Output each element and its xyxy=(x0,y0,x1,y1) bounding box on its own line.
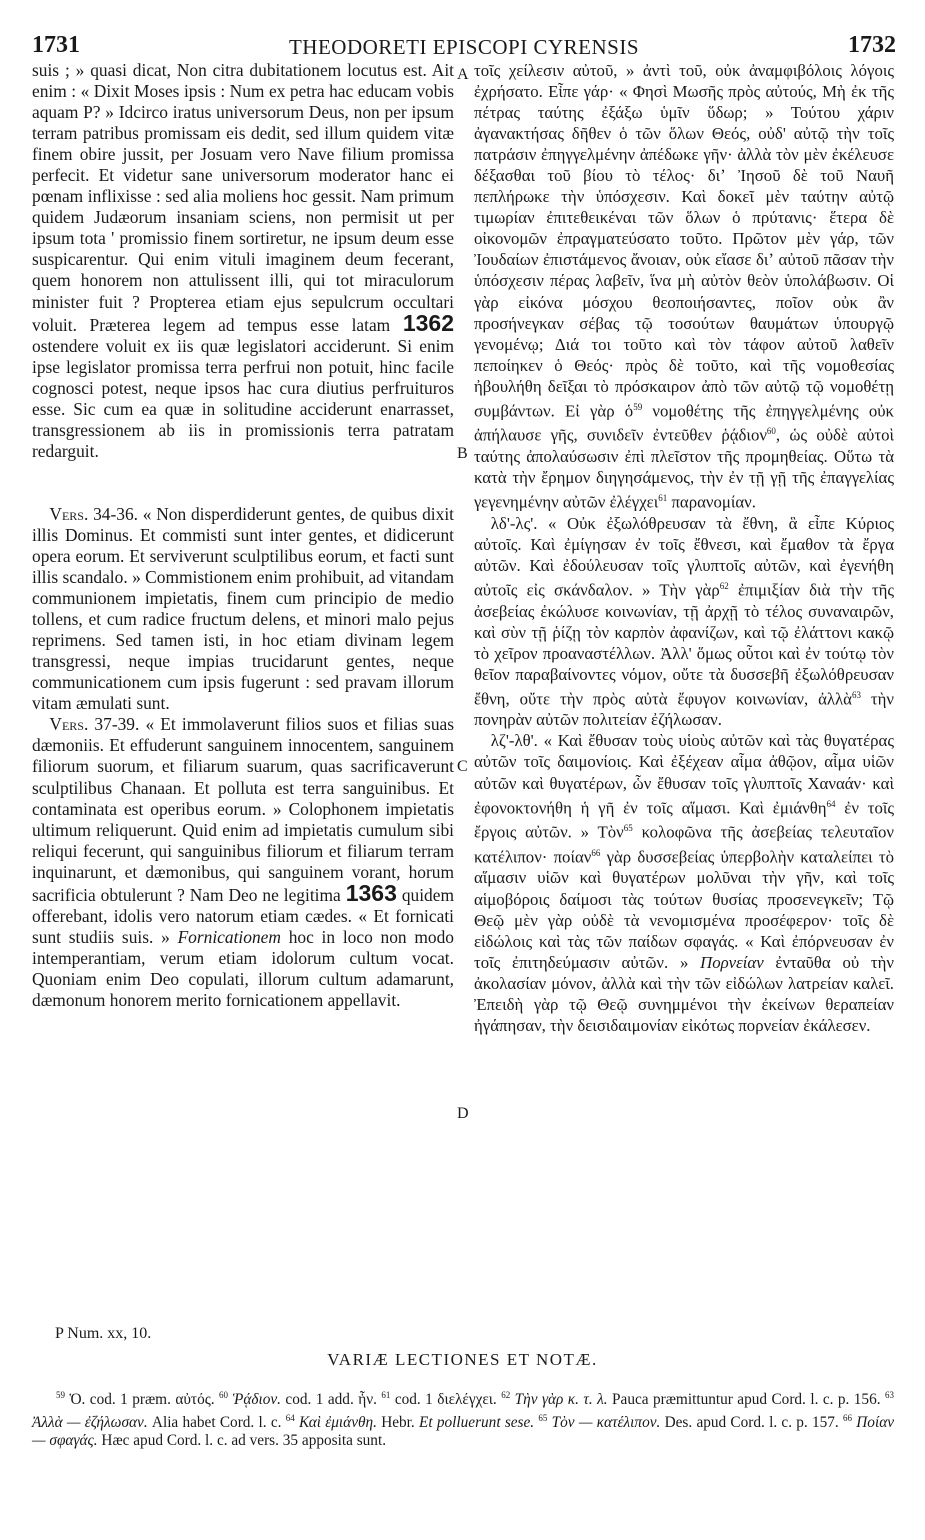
variant-readings-notes xyxy=(32,1386,894,1450)
right-column-number: 1732 xyxy=(848,32,896,58)
page-header xyxy=(32,32,896,62)
left-column-number: 1731 xyxy=(32,32,80,58)
greek-paragraph-1: τοῖς χείλεσιν αὐτοῦ, » ἀντὶ τοῦ, οὐκ ἀναμφιβόλοις λόγοις ἐχρήσατο. Εἶπε γάρ· « Φησὶ Μωσῆς πρὸς αὐτούς, Μὴ ἐκ τῆς πέτρας ταύτης ἐξάξω ὑμῖν ὕδωρ; » Τούτου χάριν ἀγανακτήσας δῆθεν ὁ τῶν ὅλων Θεός, οὐδ' αὐτῷ τὴν τοῖς πατράσιν ἐπηγγελμένην ἀπέδωκε γῆν· ἀλλὰ τὸν μὲν ἐκέλευσε δέξασθαι τοῦ βίου τὸ τέλος· διʼ Ἰησοῦ δὲ τοῦ Ναυῆ πεπλήρωκε τὴν ὑπόσχεσιν. Καὶ δοκεῖ μὲν ταύτην αὐτῷ τιμωρίαν ἐπιτεθεικέναι τῶν ὅλων ὁ πρύτανις· ἕτερα δὲ οἰκονομῶν ἐπραγματεύσατο τοῦτο. Πρῶτον μὲν γάρ, τῶν Ἰουδαίων ἐπιστάμενος ἄνοιαν, οὐκ εἴασε διʼ αὐτοῦ πᾶσαν τὴν ὑπόσχεσιν πέρας λαβεῖν, ἵνα μὴ αὐτὸν θεὸν ὑπολάβωσιν. Οἱ γὰρ εἰκόνα μόσχου θεοποιήσαντες, ποῖον οὐκ ἂν προσήνεγκαν σέβας τῷ τοσούτων θαυμάτων ὑπουργῷ γενομένῳ; Διά τοι τοῦτο καὶ τὸν τάφον αὐτοῦ λαθεῖν πεποίηκεν ὁ Θεός· πρὸς δὲ τοῦτο, καὶ τῆς νομοθεσίας ἠβουλήθη δεῖξαι τὸ πρόσκαιρον ἀπὸ τῶν αὐτῷ τῷ νομοθέτῃ συμβάντων. Εἰ γὰρ ὁ$^{59}$ νομοθέτης τῆς ἐπηγγελμένης οὐκ ἀπήλαυσε γῆς, συνιδεῖν ἐντεῦθεν ῥᾴδιον$^{60}$, ὡς οὐδὲ αὐτοὶ ταύτης ἀπολαύσωσιν ἐπὶ πλεῖστον τῆς προμηθείας. Οὕτω τὰ κατὰ τὴν ἔρημον διηγησάμενος, τὴν ἐν τῇ γῇ τῆς ἐπαγγελίας γεγενημένην αὐτῶν ἐλέγχει$^{61}$ παρανομίαν. xyxy=(474,61,894,512)
verse-label: λδ'-λς'. xyxy=(490,513,538,533)
greek-column xyxy=(474,60,894,1036)
scripture-reference: P Num. xx, 10. xyxy=(55,1325,152,1342)
verse-label: Vers. 34-36. xyxy=(49,503,138,524)
notes-paragraph: $^{59}$ Ὁ. cod. 1 præm. αὐτός. $^{60}$ Ῥᾴδιον. cod. 1 add. ἦν. $^{61}$ cod. 1 διελέγχει. $^{62}$ Τὴν γὰρ κ. τ. λ. Pauca præmittuntur apud Cord. l. c. p. 156. $^{63}$ Ἀλλὰ — ἐζήλωσαν. Alia habet Cord. l. c. $^{64}$ Καὶ ἐμιάνθη. Hebr. Et polluerunt sese. $^{65}$ Τὸν — κατέλιπον. Des. apud Cord. l. c. p. 157. $^{66}$ Ποίαν — σφαγάς. Hæc apud Cord. l. c. ad vers. 35 apposita sunt. xyxy=(32,1390,895,1450)
section-marker-a: A xyxy=(457,66,469,83)
latin-column xyxy=(32,60,454,1011)
column-marker-1362: 1362 xyxy=(402,309,454,336)
notes-heading: VARIÆ LECTIONES ET NOTÆ. xyxy=(327,1350,598,1369)
latin-verse-34-36: Vers. 34-36. « Non disperdiderunt gentes, de quibus dixit illis Dominus. Et commisti sunt inter gentes, et didicerunt opera eorum. Et serviverunt sculptilibus eorum, et facti sunt illis scandalo. » Commistionem enim prohibuit, ad vitandam communionem impietatis, finem cum principio de medio tollens, et cum radice fructum delens, et minori malo pejus reprimens. Sed tamen isti, in hoc etiam divinam legem transgressi, neque impias trucidarunt gentes, neque communicationem cum ipsis fugerunt : sed pravam illorum vitam æmulati sunt. xyxy=(32,503,454,714)
greek-verse-37-39: λζ'-λθ'. « Καὶ ἔθυσαν τοὺς υἱοὺς αὐτῶν καὶ τὰς θυγατέρας αὐτῶν τοῖς δαιμονίοις. Καὶ ἐξέχεαν αἷμα ἀθῷον, αἷμα υἱῶν αὐτῶν καὶ θυγατέρων, ὧν ἔθυσαν τοῖς γλυπτοῖς Χαναάν· καὶ ἐφονοκτονήθη ἡ γῆ ἐν τοῖς αἵμασι. Καὶ ἐμιάνθη$^{64}$ ἐν τοῖς ἔργοις αὐτῶν. » Τὸν$^{65}$ κολοφῶνα τῆς ἀσεβείας τελευταῖον κατέλιπον· ποίαν$^{66}$ γὰρ δυσσεβείας ὑπερβολὴν καταλείπει τὸ αἵμασιν υἱῶν καὶ θυγατέρων μολῦναι τὴν γῆν, καὶ τοῖς αἱμοβόροις δαίμοσι τὰς τούτων θυσίας προσενεγκεῖν; Τῷ Θεῷ μὲν γὰρ οὐδὲ τὰ νενομισμένα προσέφερον· τοῖς δὲ εἰδώλοις καὶ τὰς τῶν παίδων σφαγάς. « Καὶ ἐπόρνευσαν ἐν τοῖς ἐπιτηδεύμασιν αὐτῶν. » Πορνείαν ἐνταῦθα οὐ τὴν ἀκολασίαν μόνον, ἀλλὰ καὶ τὴν τῶν εἰδώλων λατρείαν καλεῖ. Ἐπειδὴ γὰρ τῷ Θεῷ συνημμένοι τὴν ἐκείνων θεραπείαν ἠγάπησαν, τὴν δεισιδαιμονίαν εἰκότως πορνείαν ἐκάλεσεν. xyxy=(474,731,895,1035)
column-marker-1363: 1363 xyxy=(345,879,397,906)
section-marker-d: D xyxy=(457,1105,469,1122)
section-marker-b: B xyxy=(457,445,468,462)
section-marker-c: C xyxy=(457,758,468,775)
greek-verse-34-36: λδ'-λς'. « Οὐκ ἐξωλόθρευσαν τὰ ἔθνη, ἃ εἶπε Κύριος αὐτοῖς. Καὶ ἐμίγησαν ἐν τοῖς ἔθνεσι, καὶ ἔμαθον τὰ ἔργα αὐτῶν. Καὶ ἐδούλευσαν τοῖς γλυπτοῖς αὐτῶν, καὶ ἐγενήθη αὐτοῖς εἰς σκάνδαλον. » Τὴν γὰρ$^{62}$ ἐπιμιξίαν διὰ τὴν τῆς ἀσεβείας ἐκώλυσε κοινωνίαν, τῇ ἀρχῇ τὸ τέλος συναναιρῶν, καὶ σὺν τῇ ῥίζῃ τὸν καρπὸν ἀφανίζων, καὶ τῷ ἐλάττονι κακῷ τὸ χεῖρον προαναστέλλων. Ἀλλ' ὅμως οὗτοι καὶ ἐν τούτῳ τὸν θεῖον παραβαίνοντες νόμον, οὔτε τὰ δυσσεβῆ ἐξωλόθρευσαν ἔθνη, οὔτε τὴν πρὸς αὐτὰ ἔφυγον κοινωνίαν, ἀλλὰ$^{63}$ τὴν πονηρὰν αὐτῶν πολιτείαν ἐζήλωσαν. xyxy=(474,513,894,730)
latin-verse-37-39: Vers. 37-39. « Et immolaverunt filios suos et filias suas dæmoniis. Et effuderunt sanguinem innocentem, sanguinem filiorum suorum, et filiarum suarum, quas sacrificaverunt sculptilibus Chanaan. Et polluta est terra sanguinibus. Et contaminata est operibus eorum. » Colophonem impietatis ultimum reliquerunt. Quid enim ad impietatis cumulum sibi reliqui fecerunt, qui sanguinibus filiorum et filiarum terram inquinarunt, et dæmonibus, qui sanguinem vorant, horum sacrificia obtulerunt ? Nam Deo ne legitima 1363 quidem offerebant, idolis vero natorum etiam cædes. « Et fornicati sunt studiis suis. » Fornicationem hoc in loco non modo intemperantiam, verum etiam idolorum cultum vocat. Quoniam enim Deo copulati, illorum cultum adamarunt, dæmonum honorem merito fornicationem appellavit. xyxy=(32,714,454,1010)
verse-label: Vers. 37-39. xyxy=(49,714,140,735)
latin-paragraph-1: suis ; » quasi dicat, Non citra dubitationem locutus est. Ait enim : « Dixit Moses ipsis : Num ex petra hac educam vobis aquam P? » Idcirco iratus universorum Deus, non per ipsum terram patribus promissam eis dedit, sed illum quidem vitæ finem obire jussit, per Josuam vero Nave filium promissa perfecit. Et videtur sane universorum moderator hanc ei pœnam inflixisse : sed alia moliens hoc gessit. Nam primum quidem Judæorum insaniam sciens, non permisit ut per ipsum tota ' promissio finem sortiretur, ne ipsum deum esse suspicarentur. Qui enim vituli imaginem deum fecerant, quem honorem non attulissent illi, qui tot miraculorum minister fuit ? Propterea etiam ejus sepulcrum occultari voluit. Præterea legem ad tempus esse latam 1362 ostendere voluit ex iis quæ legislatori acciderunt. Si enim ipse legislator promissa terra perfrui non potuit, hinc facile cognosci potest, neque ipsos hac cura diutius perfruituros esse. Sic cum ea quæ in solitudine acciderunt enarrasset, transgressionem ab iis in promissionis terra patratam redarguit. xyxy=(32,60,454,461)
verse-label: λζ'-λθ'. xyxy=(490,731,538,751)
running-title: THEODORETI EPISCOPI CYRENSIS xyxy=(288,35,640,59)
section-gap xyxy=(32,462,454,504)
